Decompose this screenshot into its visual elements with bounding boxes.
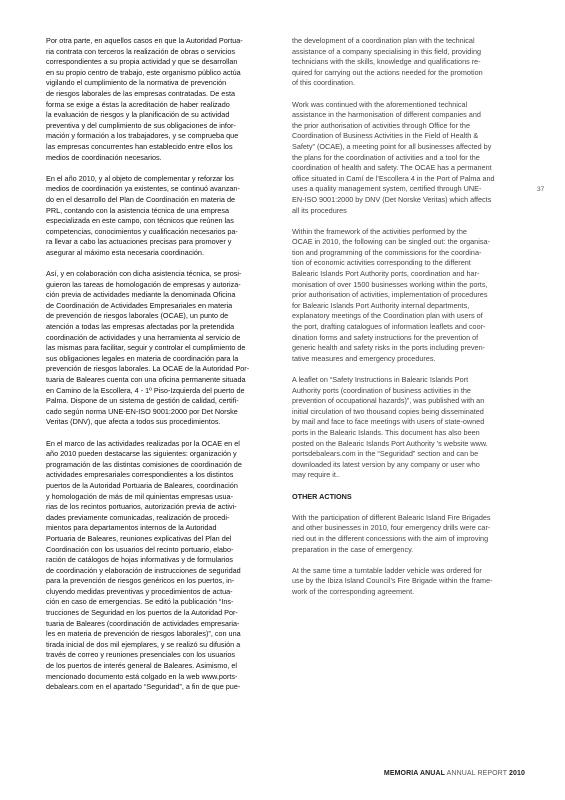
paragraph-safety-leaflet-en: A leaflet on “Safety Instructions in Balearic Islands Port Authority ports (coordination of business activities in the prevention of occupational hazards)”, was published with an initial circulation of two thousand copies being disseminated by mail and face to face meetings with users of state-owned ports in the Balearic Islands. This document has also been posted on the Balearic Islands Port Authority ’s website www. portsdebalears.com in the “Seguridad” section and can be downloaded its latest version by any company or user who may require it.. [292,375,488,480]
footer-annual-report: ANNUAL REPORT [446,770,507,777]
paragraph-ocae-office: Así, y en colaboración con dicha asistencia técnica, se prosi- guieron las tareas de homologación de empresas y autoriza- ción previa de actividades mediante la denominada Oficina de Coordinación de Actividades Empresariales en materia de prevención de riesgos laborales (OCAE), un punto de atención a todas las empresas afectadas por la pretendida coordinación de actividades y una herramienta al servicio de las mismas para facilitar, seguir y controlar el cumplimiento de sus obligaciones legales en materia de coordinación para la prevención de riesgos laborales. La OCAE de la Autoridad Por- tuaria de Baleares cuenta con una oficina permanente situada en Camino de la Escollera, 4 - 1º Piso-Izquierda del puerto de Palma. Dispone de un sistema de gestión de calidad, certifi- cado según norma UNE-EN-ISO 9001:2000 por Det Norske Veritas (DNV), que afecta a todos sus procedimientos. [46,269,250,427]
footer [384,770,525,777]
paragraph-emergency-drills: With the participation of different Balearic Island Fire Brigades and other businesses in 2010, four emergency drills were car- ried out in the different concessions with the aim of improving preparation in the case of emergency. [292,512,491,554]
english-text-column [292,36,530,608]
paragraph-coordination-plan: En el año 2010, y al objeto de complementar y reforzar los medios de coordinación ya existentes, se continuó avanzan- do en el desarrollo del Plan de Coordinación en materia de PRL, contando con la asistencia técnica de una empresa especializada en este campo, con técnicos que reúnen las competencias, conocimientos y cualificación necesarios pa- ra llevar a cabo las actuaciones precisas para promover y asegurar al máximo esta necesaria coordinación. [46,173,240,257]
paragraph-ocae-activities: En el marco de las actividades realizadas por la OCAE en el año 2010 pueden destacarse las siguientes: organización y programación de las distintas comisiones de coordinación de actividades empresariales correspondientes a los distintos puertos de la Autoridad Portuaria de Baleares, coordinación y homologación de más de mil quinientas empresas usua- rias de los recintos portuarios, autorización previa de activi- dades previamente comunicadas, realización de procedi- mientos para departamentos internos de la Autoridad Portuaria de Baleares, reuniones explicativas del Plan del Coordinación con los usuarios del recinto portuario, elabo- ración de catálogos de hojas informativas y de formularios de coordinación y elaboración de instrucciones de seguridad para la prevención de riesgos genéricos en los puertos, in- cluyendo medidas preventivas y procedimientos de actua- ción en caso de emergencias. Se editó la publicación “Ins- trucciones de Seguridad en los puertos de la Autoridad Por- tuaria de Baleares (coordinación de actividades empresaria- les en materia de prevención de riesgos laborales)”, con una tirada inicial de dos mil ejemplares, y se realizó su difusión a través de correo y reuniones presenciales con los usuarios de los puertos de interés general de Baleares. Asimismo, el mencionado documento está colgado en la web www.ports- debalears.com en el apartado “Seguridad”, a fin de que pue- [46,438,242,692]
footer-memoria-anual: MEMORIA ANUAL [383,770,445,777]
paragraph-ocae-office-en: Work was continued with the aforementioned technical assistance in the harmonisation of different companies and the prior authorisation of activities through Office for the Coordination of Business Activities in the Field of Health & Safety” (OCAE), a meeting point for all businesses affected by the plans for the coordination of activities and a tool for the coordination of health and safety. The OCAE has a permanent office situated in Camí de l’Escollera 4 in the Port of Palma and uses a quality management system, certified through UNE- EN-ISO 9001:2000 by DNV (Det Norske Veritas) which affects all its procedures [292,99,495,215]
paragraph-ocae-activities-en: Within the framework of the activities performed by the OCAE in 2010, the following can be singled out: the organisa- tion and programming of the commissions for the coordina- tion of economic activities corresponding to the different Balearic Islands Port Authority ports, coordination and har- monisation of over 1500 businesses working within the ports, prior authorisation of activities, implementation of procedures for Balearic Islands Port Authority internal departments, explanatory meetings of the Coordination plan with users of the port, drafting catalogues of information leaflets and coor- dination forms and safety instructions for the prevention of generic health and safety risks in the ports including preven- tative measures and emergency procedures. [292,226,490,363]
spanish-text-column [46,36,278,703]
paragraph-coordination-plan-en: the development of a coordination plan with the technical assistance of a company specialising in this field, providing technicians with the skills, knowledge and qualifications re- quired for carrying out the actions needed for the promotion of this coordination. [292,36,483,88]
paragraph-subcontracting: Por otra parte, en aquellos casos en que la Autoridad Portua- ria contrata con terceros la realización de obras o servicios correspondientes a su propia actividad y que se desarrollan en su propio centro de trabajo, este organismo público actúa vigilando el cumplimiento de la normativa de prevención de riesgos laborales de las empresas contratadas. De esta forma se exige a éstas la acreditación de haber realizado la evaluación de riesgos y la planificación de su actividad preventiva y del cumplimiento de sus obligaciones de infor- mación y formación a los trabajadores, y se comprueba que las empresas concurrentes han establecido entre ellos los medios de coordinación necesarios. [46,36,243,162]
paragraph-ladder-vehicle: At the same time a turntable ladder vehicle was ordered for use by the Ibiza Island Council’s Fire Brigade within the frame- work of the corresponding agreement. [292,565,493,596]
page-number: 37 [537,186,545,193]
footer-year: 2010 [509,770,525,777]
section-heading-other-actions: OTHER ACTIONS [292,491,352,501]
